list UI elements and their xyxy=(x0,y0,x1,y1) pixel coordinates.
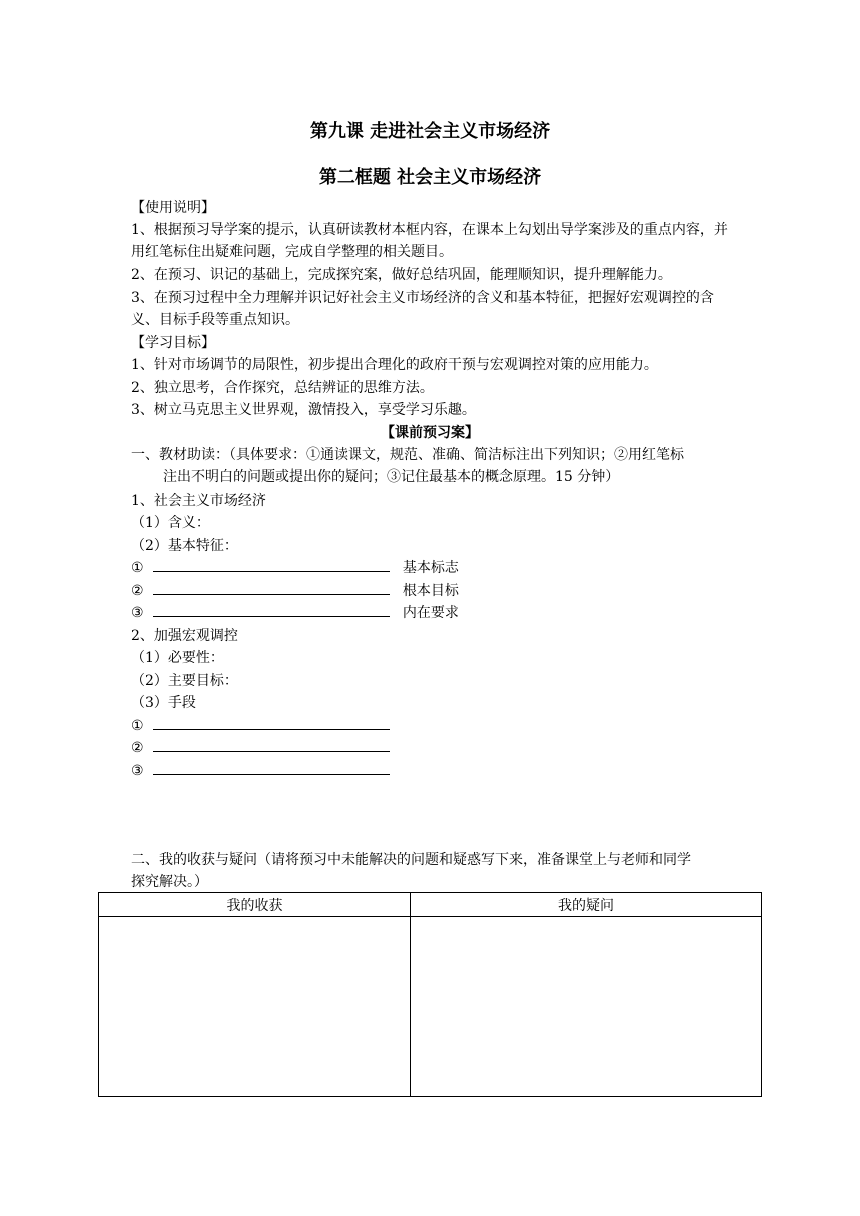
fill-in-blank[interactable] xyxy=(153,715,390,730)
means-row-2 xyxy=(131,737,398,759)
column-header-questions: 我的疑问 xyxy=(411,893,762,917)
circled-number: ③ xyxy=(131,763,144,779)
gains-questions-table xyxy=(98,892,762,1097)
usage-item-1: 1、根据预习导学案的提示，认真研读教材本框内容，在课本上勾划出导学案涉及的重点内容，并用红笔标住出疑难问题，完成自学整理的相关题目。 xyxy=(131,222,728,260)
preview-intro-line-1: 一、教材助读：（具体要求：①通读课文，规范、准确、简洁标注出下列知识；②用红笔标 xyxy=(131,447,684,463)
lesson-title: 第九课 走进社会主义市场经济 xyxy=(309,121,551,142)
column-header-gains: 我的收获 xyxy=(99,893,411,917)
feature-row-1 xyxy=(131,557,459,579)
questions-answer-cell[interactable] xyxy=(411,917,762,1097)
preview-intro-line-2: 注出不明白的问题或提出你的疑问；③记住最基本的概念原理。15 分钟） xyxy=(163,469,620,485)
goals-heading: 【学习目标】 xyxy=(131,335,215,351)
topic-meaning: （1）含义： xyxy=(131,515,210,531)
section-title: 第二框题 社会主义市场经济 xyxy=(318,167,542,188)
feature-label: 基本标志 xyxy=(402,560,459,576)
fill-in-blank[interactable] xyxy=(153,760,390,775)
means-row-3 xyxy=(131,760,398,782)
goal-item-2: 2、独立思考，合作探究，总结辨证的思维方法。 xyxy=(131,380,434,396)
feature-label: 根本目标 xyxy=(402,583,459,599)
gains-answer-cell[interactable] xyxy=(99,917,411,1097)
topic-macro-control: 2、加强宏观调控 xyxy=(131,628,238,644)
circled-number: ③ xyxy=(131,605,144,621)
circled-number: ② xyxy=(131,583,144,599)
preview-heading: 【课前预习案】 xyxy=(381,425,479,441)
fill-in-blank[interactable] xyxy=(153,557,390,572)
goal-item-1: 1、针对市场调节的局限性，初步提出合理化的政府干预与宏观调控对策的应用能力。 xyxy=(131,357,658,373)
feature-label: 内在要求 xyxy=(402,605,459,621)
goal-item-3: 3、树立马克思主义世界观，激情投入，享受学习乐趣。 xyxy=(131,402,476,418)
topic-features: （2）基本特征： xyxy=(131,538,238,554)
circled-number: ① xyxy=(131,560,144,576)
topic-necessity: （1）必要性： xyxy=(131,650,224,666)
fill-in-blank[interactable] xyxy=(153,602,390,617)
reflection-prompt-line-1: 二、我的收获与疑问（请将预习中未能解决的问题和疑惑写下来，准备课堂上与老师和同学 xyxy=(131,852,691,868)
reflection-prompt-line-2: 探究解决。） xyxy=(131,874,208,890)
circled-number: ① xyxy=(131,718,144,734)
topic-main-goals: （2）主要目标： xyxy=(131,673,238,689)
means-row-1 xyxy=(131,715,398,737)
topic-market-economy: 1、社会主义市场经济 xyxy=(131,493,266,509)
fill-in-blank[interactable] xyxy=(153,737,390,752)
usage-item-3: 3、在预习过程中全力理解并识记好社会主义市场经济的含义和基本特征，把握好宏观调控的含义、目标手段等重点知识。 xyxy=(131,290,714,328)
feature-row-3 xyxy=(131,602,459,624)
feature-row-2 xyxy=(131,580,459,602)
fill-in-blank[interactable] xyxy=(153,580,390,595)
circled-number: ② xyxy=(131,740,144,756)
topic-means: （3）手段 xyxy=(131,695,196,711)
usage-heading: 【使用说明】 xyxy=(131,200,215,216)
usage-item-2: 2、在预习、识记的基础上，完成探究案，做好总结巩固，能理顺知识，提升理解能力。 xyxy=(131,267,672,283)
